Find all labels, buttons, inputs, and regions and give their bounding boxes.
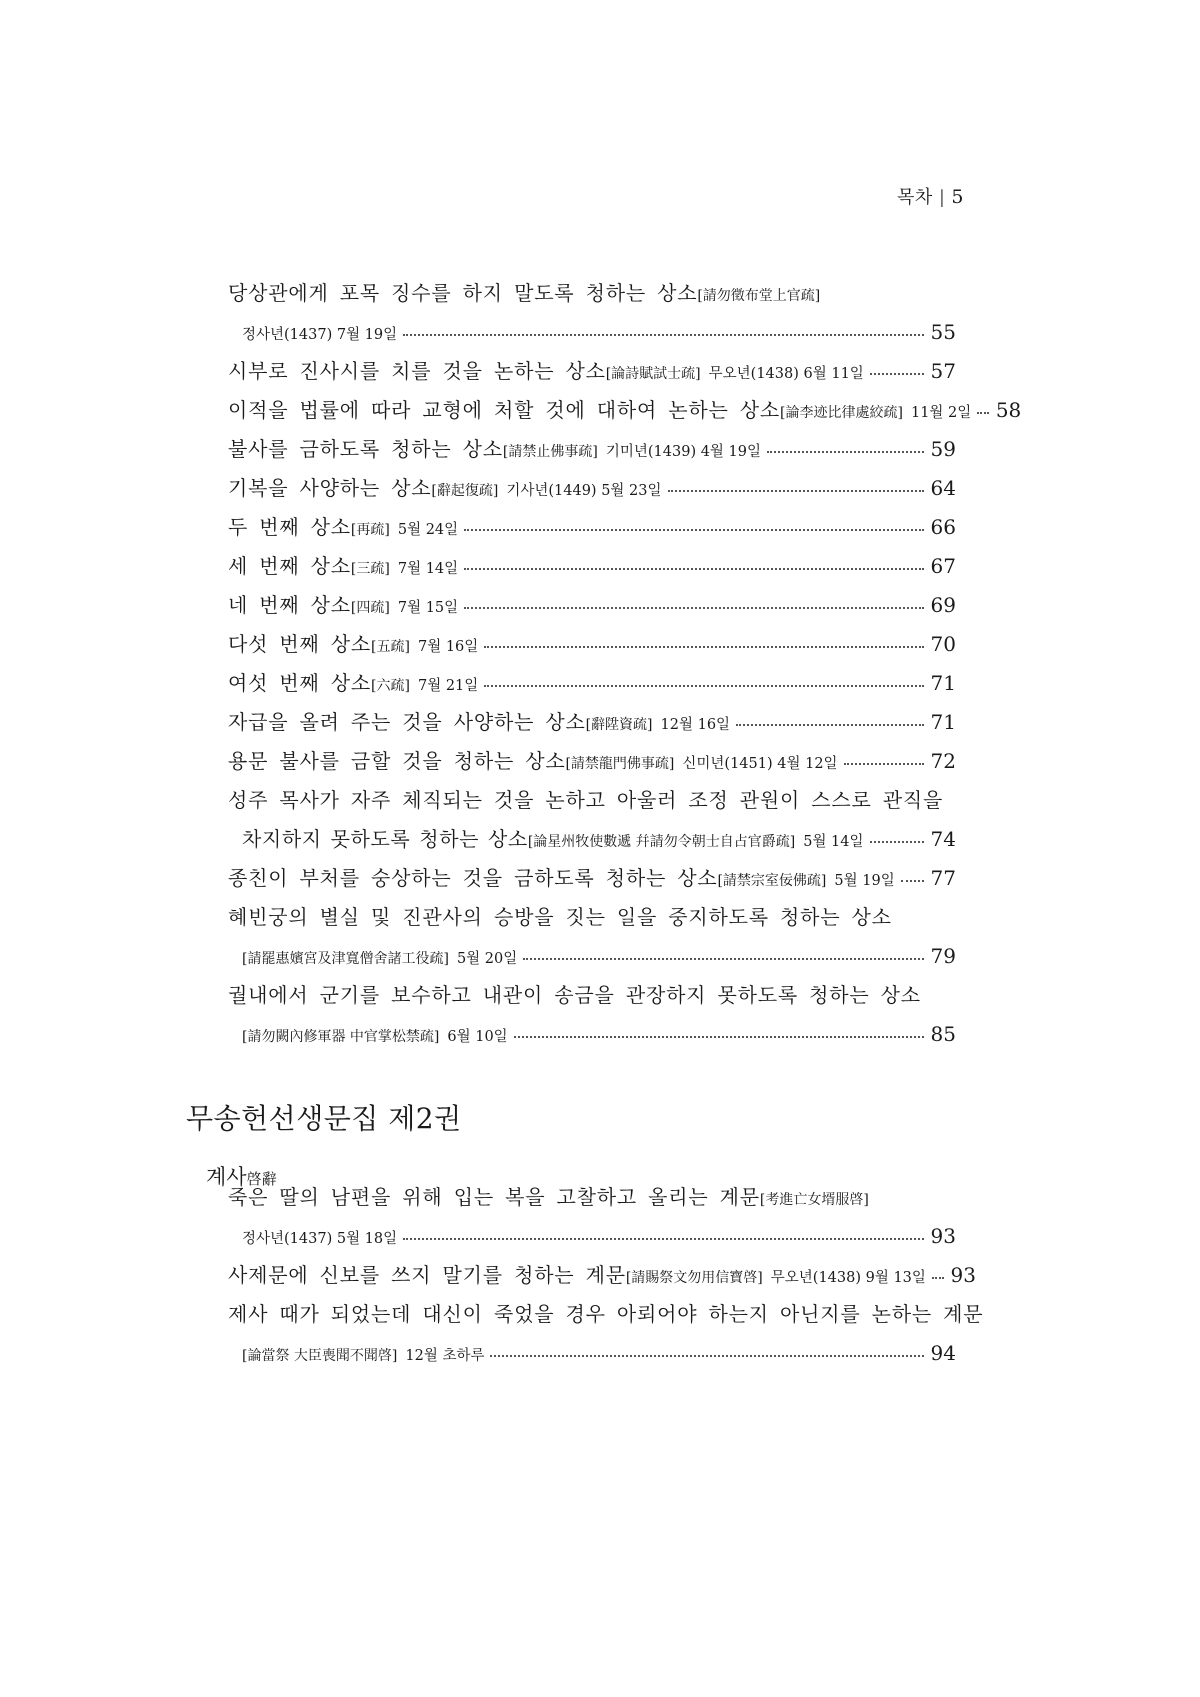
dot-leader [977, 412, 989, 414]
entry-date: 5월 24일 [397, 522, 459, 538]
entry-page: 71 [930, 710, 956, 734]
entry-hanja: [請賜祭文勿用信寶啓] [625, 1270, 763, 1286]
entry-hanja: [再疏] [350, 522, 390, 538]
toc-entry[interactable] [228, 1178, 956, 1217]
toc-entry-continuation[interactable] [228, 1217, 956, 1256]
entry-page: 72 [930, 749, 956, 773]
entry-title: 여섯 번째 상소 [228, 671, 372, 695]
toc-entry[interactable] [228, 664, 956, 703]
entry-hanja: [辭陞資疏] [585, 717, 653, 733]
toc-section-1 [228, 274, 1022, 1054]
category-label: 계사 [206, 1165, 247, 1189]
entry-title: 죽은 딸의 남편을 위해 입는 복을 고찰하고 올리는 계문 [228, 1185, 760, 1209]
entry-date: 정사년(1437) 7월 19일 [242, 327, 398, 343]
entry-title: 두 번째 상소 [228, 515, 351, 539]
entry-title: 세 번째 상소 [228, 554, 351, 578]
page-number: 5 [951, 186, 964, 208]
entry-title: 제사 때가 되었는데 대신이 죽었을 경우 아뢰어야 하는지 아닌지를 논하는 계문 [228, 1302, 984, 1326]
entry-date: 기미년(1439) 4월 19일 [605, 444, 762, 460]
entry-hanja: [請勿徵布堂上官疏] [697, 288, 821, 304]
entry-page: 67 [930, 554, 956, 578]
dot-leader [523, 958, 924, 960]
entry-page: 59 [930, 437, 956, 461]
entry-hanja: [請禁止佛事疏] [502, 444, 598, 460]
toc-entry[interactable] [228, 781, 956, 820]
dot-leader [736, 724, 924, 726]
entry-hanja: [辭起復疏] [431, 483, 499, 499]
entry-date: 6월 10일 [447, 1029, 508, 1045]
entry-date: 정사년(1437) 5월 18일 [242, 1231, 398, 1247]
toc-entry-continuation[interactable] [228, 820, 956, 859]
entry-page: 58 [995, 398, 1022, 422]
toc-entry-continuation[interactable] [228, 1015, 956, 1054]
entry-date: 12월 초하루 [405, 1348, 485, 1364]
entry-page: 64 [930, 476, 956, 500]
dot-leader [901, 880, 924, 882]
entry-title-continued: 차지하지 못하도록 청하는 상소 [242, 827, 528, 851]
dot-leader [514, 1036, 924, 1038]
entry-title: 자급을 올려 주는 것을 사양하는 상소 [228, 710, 586, 734]
dot-leader [464, 568, 924, 570]
entry-date: 7월 15일 [397, 600, 459, 616]
category-hanja: 啓辭 [246, 1170, 277, 1188]
entry-page: 69 [930, 593, 956, 617]
entry-title: 궐내에서 군기를 보수하고 내관이 송금을 관장하지 못하도록 청하는 상소 [228, 983, 921, 1007]
toc-entry-continuation[interactable] [228, 937, 956, 976]
entry-title: 용문 불사를 금할 것을 청하는 상소 [228, 749, 566, 773]
dot-leader [844, 763, 924, 765]
entry-page: 74 [930, 827, 956, 851]
entry-title: 시부로 진사시를 치를 것을 논하는 상소 [228, 359, 606, 383]
entry-date: 7월 14일 [397, 561, 459, 577]
entry-date: 12월 16일 [660, 717, 731, 733]
toc-entry[interactable] [228, 469, 956, 508]
entry-hanja: [請勿闕內修軍器 中官掌松禁疏] [242, 1029, 440, 1045]
toc-entry[interactable] [228, 1295, 984, 1334]
entry-page: 57 [930, 359, 956, 383]
entry-title: 기복을 사양하는 상소 [228, 476, 432, 500]
entry-hanja: [考進亡女壻服啓] [759, 1192, 869, 1208]
entry-date: 5월 14일 [803, 834, 864, 850]
entry-page: 94 [930, 1341, 956, 1365]
toc-entry[interactable] [228, 274, 956, 313]
entry-date: 7월 21일 [417, 678, 479, 694]
entry-title: 성주 목사가 자주 체직되는 것을 논하고 아울러 조정 관원이 스스로 관직을 [228, 788, 944, 812]
entry-page: 93 [930, 1224, 956, 1248]
entry-date: 무오년(1438) 6월 11일 [708, 366, 864, 382]
entry-date: 7월 16일 [417, 639, 479, 655]
dot-leader [464, 529, 924, 531]
entry-page: 77 [930, 866, 956, 890]
entry-date: 신미년(1451) 4월 12일 [682, 756, 838, 772]
entry-page: 79 [930, 944, 956, 968]
entry-page: 71 [930, 671, 956, 695]
toc-entry[interactable] [228, 898, 956, 937]
entry-page: 70 [930, 632, 956, 656]
entry-hanja: [論詩賦試士疏] [605, 366, 701, 382]
dot-leader [870, 841, 924, 843]
dot-leader [767, 451, 924, 453]
entry-title: 이적을 법률에 따라 교형에 처할 것에 대하여 논하는 상소 [228, 398, 781, 422]
entry-date: 기사년(1449) 5월 23일 [506, 483, 662, 499]
toc-entry[interactable] [228, 391, 1022, 430]
toc-entry[interactable] [228, 625, 956, 664]
dot-leader [932, 1277, 944, 1279]
toc-entry[interactable] [228, 430, 956, 469]
entry-title: 네 번째 상소 [228, 593, 351, 617]
entry-title: 종친이 부처를 숭상하는 것을 금하도록 청하는 상소 [228, 866, 718, 890]
entry-hanja: [四疏] [350, 600, 390, 616]
dot-leader [870, 373, 924, 375]
dot-leader [403, 334, 924, 336]
dot-leader [484, 646, 924, 648]
dot-leader [464, 607, 924, 609]
entry-hanja: [論當祭 大臣喪聞不聞啓] [242, 1348, 398, 1364]
running-header [897, 183, 964, 209]
entry-title: 당상관에게 포목 징수를 하지 말도록 청하는 상소 [228, 281, 698, 305]
entry-page: 85 [930, 1022, 956, 1046]
entry-hanja: [論星州牧使數遞 幷請勿令朝士自占官爵疏] [527, 834, 796, 850]
header-separator: | [938, 187, 946, 208]
dot-leader [484, 685, 924, 687]
entry-page: 55 [930, 320, 956, 344]
entry-hanja: [請禁龍門佛事疏] [565, 756, 675, 772]
toc-entry[interactable] [228, 742, 956, 781]
header-title: 목차 [897, 187, 933, 208]
toc-entry[interactable] [228, 352, 956, 391]
toc-entry[interactable] [228, 1256, 976, 1295]
entry-date: 5월 20일 [456, 951, 518, 967]
toc-entry-continuation[interactable] [228, 313, 956, 352]
toc-entry-continuation[interactable] [228, 1334, 956, 1373]
dot-leader [490, 1355, 924, 1357]
entry-date: 무오년(1438) 9월 13일 [770, 1270, 926, 1286]
toc-entry[interactable] [228, 586, 956, 625]
toc-section-2 [228, 1178, 984, 1373]
volume-title: 무송헌선생문집 제2권 [186, 1102, 462, 1135]
entry-page: 66 [930, 515, 956, 539]
toc-entry[interactable] [228, 547, 956, 586]
entry-date: 11월 2일 [910, 405, 972, 421]
dot-leader [403, 1238, 924, 1240]
toc-entry[interactable] [228, 508, 956, 547]
toc-entry[interactable] [228, 703, 956, 742]
entry-title: 사제문에 신보를 쓰지 말기를 청하는 계문 [228, 1263, 626, 1287]
entry-page: 93 [950, 1263, 976, 1287]
entry-hanja: [五疏] [371, 639, 410, 655]
entry-hanja: [六疏] [371, 678, 410, 694]
toc-entry[interactable] [228, 859, 956, 898]
entry-hanja: [論李迹比律處絞疏] [780, 405, 903, 421]
entry-title: 혜빈궁의 별실 및 진관사의 승방을 짓는 일을 중지하도록 청하는 상소 [228, 905, 892, 929]
entry-date: 5월 19일 [834, 873, 895, 889]
entry-hanja: [請禁宗室佞佛疏] [717, 873, 827, 889]
dot-leader [668, 490, 925, 492]
entry-title: 불사를 금하도록 청하는 상소 [228, 437, 503, 461]
entry-title: 다섯 번째 상소 [228, 632, 372, 656]
toc-entry[interactable] [228, 976, 956, 1015]
entry-hanja: [請罷惠嬪宮及津寬僧舍諸工役疏] [242, 951, 449, 967]
entry-hanja: [三疏] [350, 561, 390, 577]
